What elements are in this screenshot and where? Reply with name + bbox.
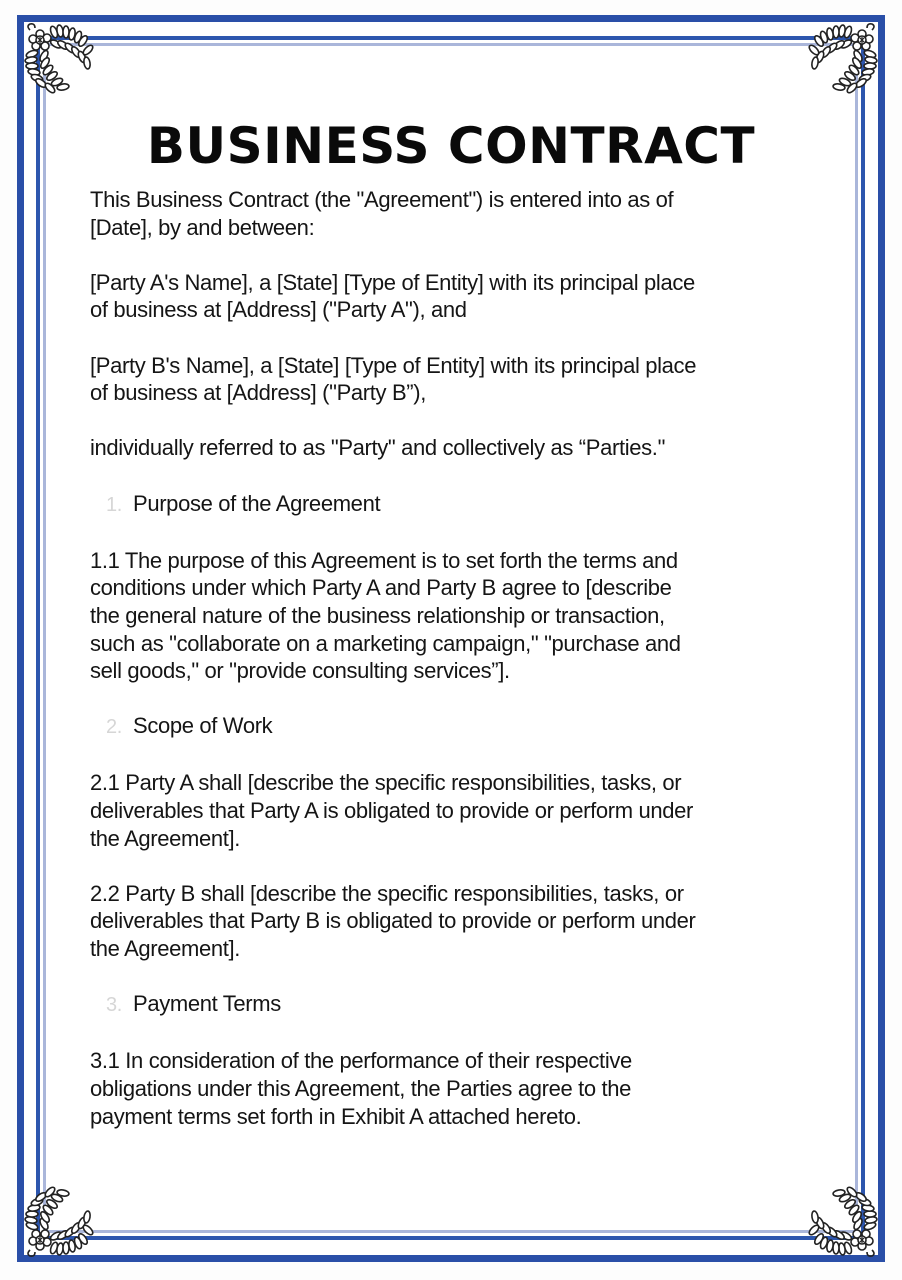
parties-definition-paragraph	[90, 434, 830, 462]
text-line: the Agreement].	[90, 936, 241, 962]
floral-laurel-icon	[20, 20, 110, 110]
section-heading-scope	[90, 712, 830, 742]
document-title: BUSINESS CONTRACT	[146, 116, 756, 175]
section-heading-text: Purpose of the Agreement	[133, 490, 381, 516]
text-line: conditions under which Party A and Party B agree to [describe	[90, 575, 672, 601]
section-number: 3.	[106, 994, 122, 1017]
text-line: of business at [Address] ("Party B”),	[90, 380, 426, 406]
text-line: This Business Contract (the "Agreement") is entered into as of	[90, 187, 674, 212]
corner-ornament-bottom-left	[20, 1170, 110, 1260]
text-line: 2.1 Party A shall [describe the specific responsibilities, tasks, or	[90, 770, 682, 796]
text-line: deliverables that Party B is obligated to provide or perform under	[90, 908, 696, 934]
text-line: 2.2 Party B shall [describe the specific responsibilities, tasks, or	[90, 880, 684, 906]
corner-ornament-top-right	[792, 20, 882, 110]
text-line: 1.1 The purpose of this Agreement is to set forth the terms and	[90, 547, 678, 573]
corner-ornament-bottom-right	[792, 1170, 882, 1260]
text-line: the general nature of the business relationship or transaction,	[90, 602, 665, 628]
clause-1-1	[90, 547, 830, 685]
text-line: obligations under this Agreement, the Parties agree to the	[90, 1076, 632, 1101]
text-line: payment terms set forth in Exhibit A attached hereto.	[90, 1103, 582, 1129]
floral-laurel-icon	[20, 1170, 110, 1260]
text-line: [Date], by and between:	[90, 214, 315, 240]
clause-3-1	[90, 1047, 830, 1130]
text-line: [Party B's Name], a [State] [Type of Entity] with its principal place	[90, 352, 697, 378]
text-line: sell goods," or "provide consulting services”].	[90, 658, 510, 684]
section-heading-purpose	[90, 490, 830, 520]
corner-ornament-top-left	[20, 20, 110, 110]
text-line: the Agreement].	[90, 825, 241, 851]
section-heading-payment	[90, 990, 830, 1020]
floral-laurel-icon	[792, 20, 882, 110]
section-number: 1.	[106, 493, 122, 516]
party-a-paragraph	[90, 269, 830, 324]
text-line: deliverables that Party A is obligated to provide or perform under	[90, 798, 694, 824]
section-heading-text: Payment Terms	[133, 991, 281, 1017]
floral-laurel-icon	[792, 1170, 882, 1260]
text-line: individually referred to as "Party" and collectively as “Parties."	[90, 435, 666, 461]
section-number: 2.	[106, 716, 122, 739]
party-b-paragraph	[90, 352, 830, 407]
text-line: such as "collaborate on a marketing campaign," "purchase and	[90, 630, 681, 656]
text-line: [Party A's Name], a [State] [Type of Entity] with its principal place	[90, 269, 695, 295]
text-line: of business at [Address] ("Party A"), and	[90, 297, 467, 323]
document-body	[90, 186, 830, 1158]
clause-2-2	[90, 880, 830, 963]
intro-paragraph	[90, 186, 830, 241]
clause-2-1	[90, 769, 830, 852]
text-line: 3.1 In consideration of the performance of their respective	[90, 1048, 632, 1074]
section-heading-text: Scope of Work	[133, 713, 273, 739]
